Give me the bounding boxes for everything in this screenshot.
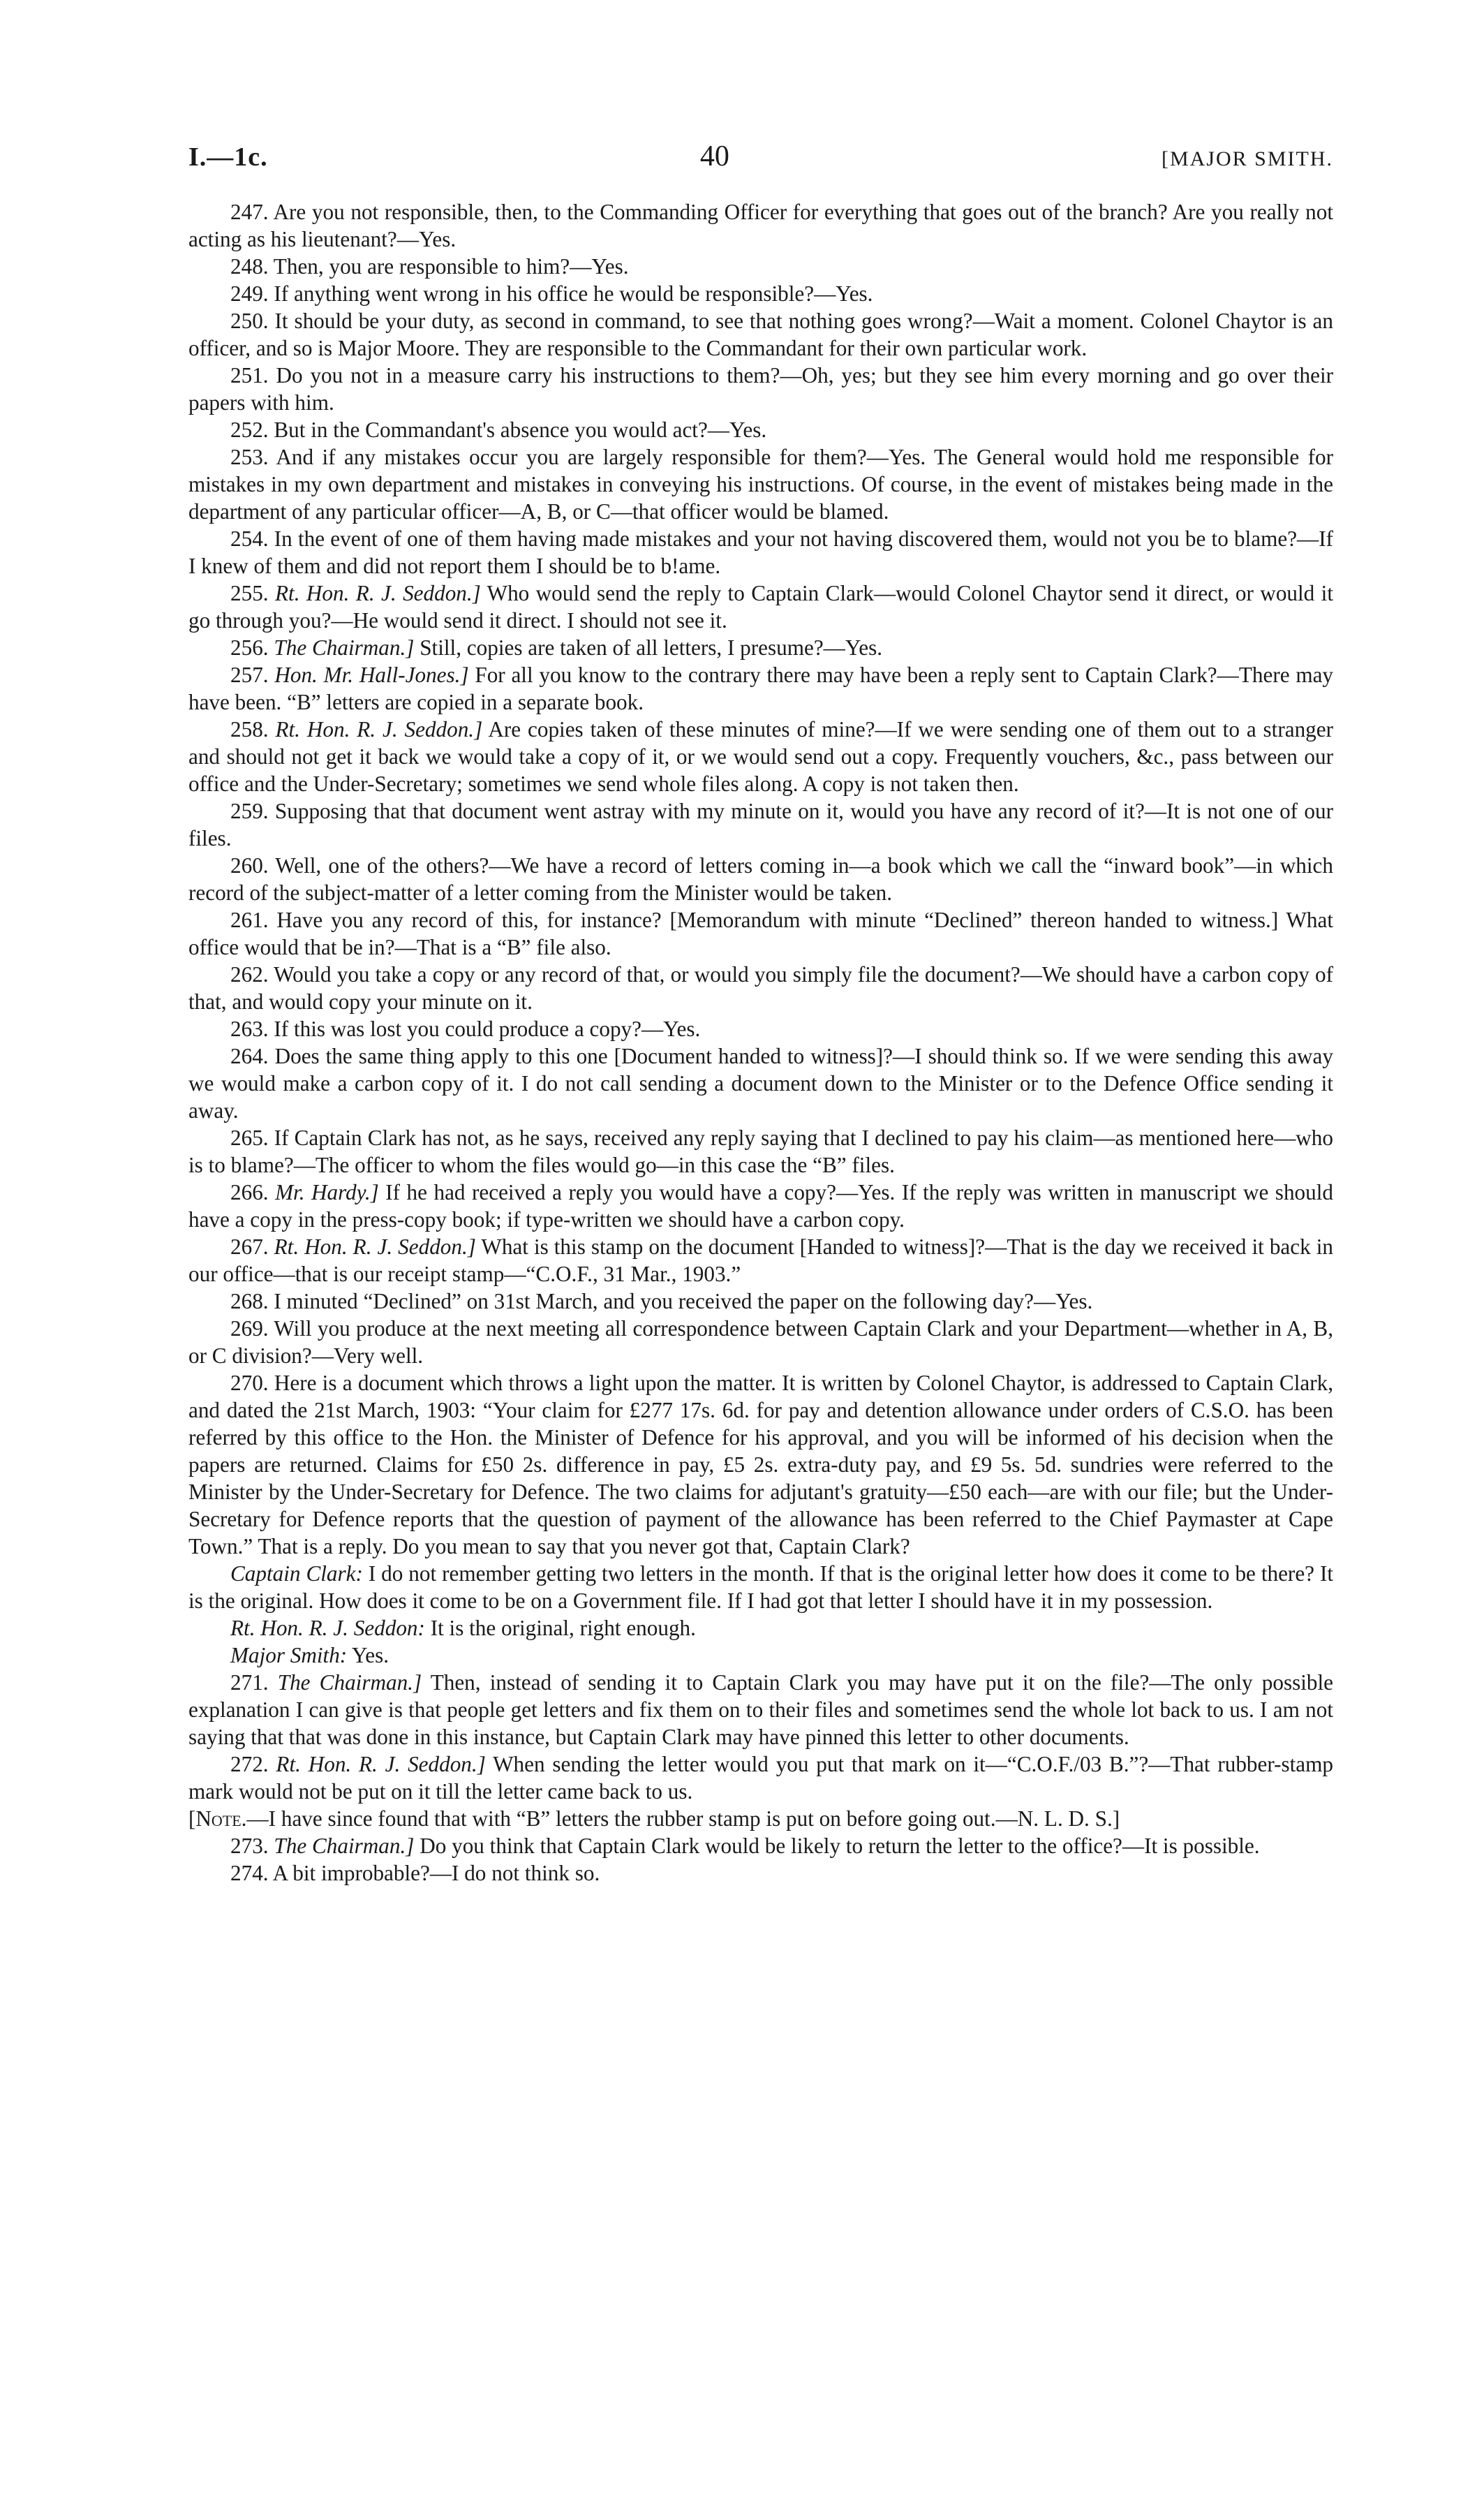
speaker-name: Mr. Hardy.] [275, 1180, 379, 1204]
question-268: 268. I minuted “Declined” on 31st March, and you received the paper on the following day?—Yes. [230, 1289, 1093, 1313]
question-text: Still, copies are taken of all letters, I presume?—Yes. [414, 635, 883, 660]
editorial-note [188, 1805, 1333, 1832]
note-text: —I have since found that with “B” letters the rubber stamp is put on before going out.—N. L. D. S.] [246, 1806, 1120, 1831]
question-text: Then, instead of sending it to Captain Clark you may have put it on the file?—The only possible explanation I can give is that people get letters and fix them on to their files and sometimes send the whole lot back to us. I am not saying that that was done in this instance, but Captain Clark may have pinned this letter to other documents. [188, 1670, 1333, 1749]
question-number: 258. [230, 717, 276, 742]
question-253: 253. And if any mistakes occur you are largely responsible for them?—Yes. The General would hold me responsible for mistakes in my own department and mistakes in conveying his instructions. Of course, in the event of mistakes being made in the department of any particular officer—A, B, or C—that officer would be blamed. [188, 445, 1333, 524]
question-text: Are copies taken of these minutes of mine?—If we were sending one of them out to a stranger and should not get it back we would take a copy of it, or we would send out a copy. Frequently vouchers, &c., pass between our office and the Under-Secretary; sometimes we send whole files along. A copy is not taken then. [188, 717, 1333, 796]
note-bracket: [ [188, 1806, 196, 1831]
statement-major-smith [188, 1642, 1333, 1669]
question-264: 264. Does the same thing apply to this one [Document handed to witness]?—I should think so. If we were sending this away we would make a carbon copy of it. I do not call sending a document down to the Minister or to the Defence Office sending it away. [188, 1044, 1333, 1123]
statement-seddon [188, 1614, 1333, 1642]
speaker-name: Hon. Mr. Hall-Jones.] [274, 663, 469, 687]
question-number: 257. [230, 663, 275, 687]
witness-name: [MAJOR SMITH. [1161, 147, 1333, 170]
transcript-body [188, 198, 1333, 1887]
speaker-name: Major Smith: [230, 1643, 348, 1667]
speaker-name: The Chairman.] [274, 635, 415, 660]
question-267 [188, 1233, 1333, 1288]
question-254: 254. In the event of one of them having made mistakes and your not having discovered them, would not you be to blame?—If I knew of them and did not report them I should be to b!ame. [188, 526, 1333, 578]
question-265: 265. If Captain Clark has not, as he says, received any reply saying that I declined to pay his claim—as mentioned here—who is to blame?—The officer to whom the files would go—in this case the “B” files. [188, 1126, 1333, 1177]
question-text: Do you think that Captain Clark would be likely to return the letter to the office?—It is possible. [414, 1834, 1260, 1858]
speaker-name: Rt. Hon. R. J. Seddon.] [275, 717, 483, 742]
question-260: 260. Well, one of the others?—We have a record of letters coming in—a book which we call the “inward book”—in which record of the subject-matter of a letter coming from the Minister would be taken. [188, 853, 1333, 905]
question-text: For all you know to the contrary there may have been a reply sent to Captain Clark?—There may have been. “B” letters are copied in a separate book. [188, 663, 1334, 714]
page-number: 40 [699, 140, 729, 172]
statement-text: I do not remember getting two letters in the month. If that is the original letter how does it come to be there? It is the original. How does it come to be on a Government file. If I had got that letter I should have it in my possession. [188, 1561, 1333, 1613]
page-header [188, 140, 1333, 189]
question-249: 249. If anything went wrong in his office he would be responsible?—Yes. [230, 281, 873, 306]
statement-captain-clark [188, 1560, 1333, 1614]
question-text: Who would send the reply to Captain Clark—would Colonel Chaytor send it direct, or would it go through you?—He would send it direct. I should not see it. [188, 581, 1333, 633]
question-text: When sending the letter would you put that mark on it—“C.O.F./03 B.”?—That rubber-stamp mark would not be put on it till the letter came back to us. [188, 1752, 1334, 1804]
note-label: Note. [195, 1806, 247, 1831]
speaker-name: The Chairman.] [274, 1834, 415, 1858]
question-272 [188, 1750, 1333, 1805]
parliamentary-paper-reference: I.—1c. [188, 142, 268, 172]
question-number: 267. [230, 1234, 274, 1259]
speaker-name: The Chairman.] [277, 1670, 422, 1695]
question-273 [188, 1832, 1333, 1859]
question-252: 252. But in the Commandant's absence you would act?—Yes. [230, 418, 767, 442]
question-number: 271. [230, 1670, 278, 1695]
question-270: 270. Here is a document which throws a light upon the matter. It is written by Colonel Chaytor, is addressed to Captain Clark, and dated the 21st March, 1903: “Your claim for £277 17s. 6d. for pay and detention allowance under orders of C.S.O. has been referred by this office to the Hon. the Minister of Defence for his approval, and you will be informed of his decision when the papers are returned. Claims for £50 2s. difference in pay, £5 2s. extra-duty pay, and £9 5s. 5d. sundries were referred to the Minister by the Under-Secretary for Defence. The two claims for adjutant's gratuity—£50 each—are with our file; but the Under-Secretary for Defence reports that the question of payment of the allowance has been referred to the Chief Paymaster at Cape Town.” That is a reply. Do you mean to say that you never got that, Captain Clark? [188, 1371, 1333, 1558]
question-255 [188, 580, 1333, 634]
question-number: 256. [230, 635, 274, 660]
question-number: 255. [230, 581, 275, 605]
question-256 [188, 634, 1333, 661]
question-text: What is this stamp on the document [Handed to witness]?—That is the day we received it back in our office—that is our receipt stamp—“C.O.F., 31 Mar., 1903.” [188, 1234, 1333, 1286]
question-269: 269. Will you produce at the next meeting all correspondence between Captain Clark and your Department—whether in A, B, or C division?—Very well. [188, 1316, 1333, 1368]
question-271 [188, 1669, 1333, 1750]
question-266 [188, 1179, 1333, 1233]
question-248: 248. Then, you are responsible to him?—Yes. [230, 254, 629, 279]
question-number: 273. [230, 1834, 274, 1858]
question-261: 261. Have you any record of this, for instance? [Memorandum with minute “Declined” thereon handed to witness.] What office would that be in?—That is a “B” file also. [188, 908, 1333, 959]
question-text: If he had received a reply you would have a copy?—Yes. If the reply was written in manuscript we should have a copy in the press-copy book; if type-written we should have a carbon copy. [188, 1180, 1333, 1232]
question-number: 272. [230, 1752, 276, 1776]
speaker-name: Captain Clark: [230, 1561, 363, 1586]
question-259: 259. Supposing that that document went astray with my minute on it, would you have any record of it?—It is not one of our files. [188, 799, 1333, 850]
speaker-name: Rt. Hon. R. J. Seddon.] [276, 1752, 486, 1776]
document-page [188, 140, 1333, 1887]
question-251: 251. Do you not in a measure carry his instructions to them?—Oh, yes; but they see him every morning and go over their papers with him. [188, 363, 1333, 415]
question-250: 250. It should be your duty, as second in command, to see that nothing goes wrong?—Wait a moment. Colonel Chaytor is an officer, and so is Major Moore. They are responsible to the Commandant for their own particular work. [188, 309, 1333, 360]
question-247: 247. Are you not responsible, then, to the Commanding Officer for everything that goes out of the branch? Are you really not acting as his lieutenant?—Yes. [188, 200, 1333, 251]
statement-text: Yes. [347, 1643, 389, 1667]
question-257 [188, 661, 1333, 716]
question-262: 262. Would you take a copy or any record of that, or would you simply file the document?—We should have a carbon copy of that, and would copy your minute on it. [188, 962, 1333, 1014]
question-263: 263. If this was lost you could produce a copy?—Yes. [230, 1017, 701, 1041]
speaker-name: Rt. Hon. R. J. Seddon: [230, 1616, 425, 1640]
question-258 [188, 716, 1333, 797]
speaker-name: Rt. Hon. R. J. Seddon.] [274, 581, 481, 605]
question-274: 274. A bit improbable?—I do not think so. [230, 1861, 600, 1885]
statement-text: It is the original, right enough. [424, 1616, 696, 1640]
speaker-name: Rt. Hon. R. J. Seddon.] [274, 1234, 476, 1259]
question-number: 266. [230, 1180, 276, 1204]
